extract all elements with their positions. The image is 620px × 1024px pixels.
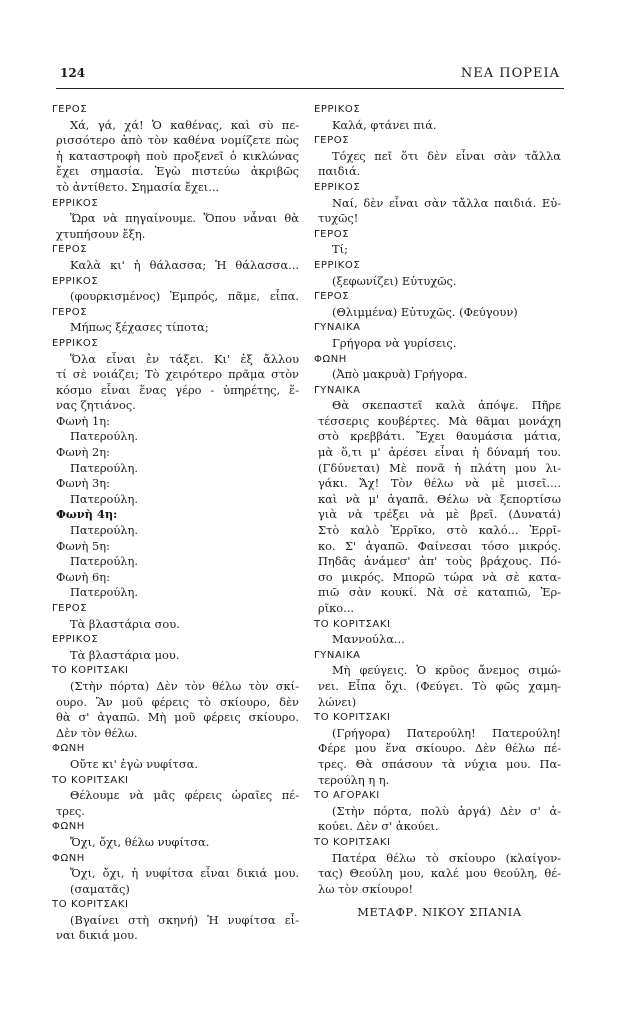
- speaker-name: ΓΕΡΟΣ: [52, 603, 88, 614]
- dialogue-line: Ὅλα εἶναι ἐν τάξει. Κι' ἐξ ἄλλου: [70, 351, 299, 366]
- speaker-name: ΕΡΡΙΚΟΣ: [52, 197, 99, 209]
- dialogue-line: λω τὸν σκίουρο!: [318, 881, 414, 896]
- page-number: 124: [60, 66, 86, 80]
- dialogue-line: (φουρκισμένος) Ἐμπρός, πᾶμε, εἶπα.: [70, 289, 299, 304]
- speaker-name: ΕΡΡΙΚΟΣ: [314, 181, 361, 193]
- dialogue-line: (σαματᾶς): [70, 881, 130, 896]
- dialogue-line: Μὴ φεύγεις. Ὁ κρῦος ἄνεμος σιμώ-: [332, 663, 561, 678]
- speaker-name: ΤΟ ΚΟΡΙΤΣΑΚΙ: [52, 665, 129, 677]
- speaker-name: ΤΟ ΚΟΡΙΤΣΑΚΙ: [314, 836, 391, 848]
- dialogue-line: (Στὴν πόρτα, πολὺ ἀργά) Δὲν σ' ἀ-: [332, 803, 561, 818]
- dialogue-line: (Ἀπὸ μακρυὰ) Γρήγορα.: [332, 367, 468, 382]
- speaker-name: ΦΩΝΗ: [52, 743, 85, 755]
- speaker-name: ΤΟ ΚΟΡΙΤΣΑΚΙ: [52, 899, 129, 911]
- speaker-name: ΤΟ ΚΟΡΙΤΣΑΚΙ: [314, 618, 391, 630]
- speaker-name: ΕΡΡΙΚΟΣ: [314, 259, 361, 271]
- dialogue-line: μὰ ὅ,τι μ' ἀρέσει εἶναι ἡ δύναμή του.: [318, 445, 561, 460]
- speaker-name: ΕΡΡΙΚΟΣ: [52, 634, 99, 646]
- dialogue-line: Πατερούλη.: [70, 554, 138, 569]
- dialogue-line: Πατερούλη.: [70, 429, 138, 444]
- dialogue-line: λώνει): [318, 694, 357, 709]
- dialogue-line: Γρήγορα νὰ γυρίσεις.: [332, 335, 457, 350]
- voice-label: Φωνὴ 5η:: [56, 538, 110, 553]
- speaker-name: ΓΥΝΑΙΚΑ: [314, 649, 361, 661]
- dialogue-line: (Στὴν πόρτα) Δὲν τὸν θέλω τὸν σκί-: [70, 678, 299, 693]
- dialogue-line: Οὔτε κι' ἐγὼ νυφίτσα.: [70, 756, 198, 771]
- dialogue-line: τρες.: [56, 803, 85, 818]
- page-header: [60, 66, 560, 86]
- dialogue-line: Πατέρα θέλω τὸ σκίουρο (κλαίγον-: [332, 850, 561, 865]
- dialogue-line: τυχῶς!: [318, 211, 359, 226]
- speaker-name: ΦΩΝΗ: [52, 852, 85, 864]
- dialogue-line: (Βγαίνει στὴ σκηνή) Ἡ νυφίτσα εἶ-: [70, 912, 299, 927]
- dialogue-line: τρες. Θὰ σπάσουν τὰ νύχια μου. Πα-: [318, 756, 561, 771]
- dialogue-line: σο μικρός. Μπορῶ τώρα νὰ σὲ κατα-: [318, 569, 561, 584]
- speaker-name: ΓΕΡΟΣ: [314, 291, 350, 303]
- speaker-name: ΤΟ ΚΟΡΙΤΣΑΚΙ: [314, 712, 391, 724]
- speaker-name: ΓΕΡΟΣ: [52, 244, 88, 256]
- dialogue-line: (Θλιμμένα) Εὐτυχῶς. (Φεύγουν): [332, 304, 518, 319]
- dialogue-line: ἡ καταστροφὴ ποὺ προξενεῖ ὁ κικλώνας: [56, 148, 299, 163]
- dialogue-line: τί σὲ νοιάζει; Τὸ χειρότερο πρᾶμα στὸν: [56, 367, 299, 382]
- dialogue-line: Πατερούλη.: [70, 585, 138, 600]
- dialogue-line: Ναί, δὲν εἶναι σὰν τἄλλα παιδιά. Εὐ-: [332, 195, 561, 210]
- dialogue-line: στὸ κρεββάτι. Ἔχει θαυμάσια μάτια,: [318, 429, 561, 444]
- speaker-name: ΕΡΡΙΚΟΣ: [314, 104, 361, 115]
- dialogue-line: Στὸ καλὸ Ἐρρῖκο, στὸ καλό... Ἐρρῖ-: [318, 523, 561, 538]
- header-rule: [56, 88, 564, 89]
- dialogue-line: Θὰ σκεπαστεῖ καλὰ ἀπόψε. Πῆρε: [332, 398, 561, 413]
- dialogue-line: Μαννούλα...: [332, 632, 405, 647]
- voice-label: Φωνὴ 2η:: [56, 445, 110, 460]
- dialogue-line: Καλά, φτάνει πιά.: [332, 117, 437, 132]
- dialogue-line: νας ζητιάνος.: [56, 398, 136, 413]
- dialogue-line: Καλὰ κι' ἡ θάλασσα; Ἡ θάλασσα...: [70, 257, 299, 272]
- dialogue-line: τέσσερις κουβέρτες. Μὰ θᾶμαι μονάχη: [318, 413, 561, 428]
- left-column: [52, 102, 299, 944]
- dialogue-line: ρισσότερο ἀπὸ τὸν καθένα νομίζετε πὼς: [56, 133, 299, 148]
- dialogue-line: χτυπήσουν ἔξη.: [56, 226, 146, 241]
- dialogue-line: Τὰ βλαστάρια σου.: [70, 616, 180, 631]
- dialogue-line: (Γρήγορα) Πατερούλη! Πατερούλη!: [332, 725, 561, 740]
- dialogue-line: Χά, γά, χά! Ὁ καθένας, καὶ σὺ πε-: [70, 117, 299, 132]
- dialogue-line: ουρο. Ἂν μοῦ φέρεις τὸ σκίουρο, δὲν: [56, 694, 299, 709]
- dialogue-line: κο. Σ' ἀγαπῶ. Φαίνεσαι τόσο μικρός.: [318, 538, 561, 553]
- dialogue-line: Τὰ βλαστάρια μου.: [70, 647, 180, 662]
- dialogue-line: ρῖκο...: [318, 601, 355, 615]
- dialogue-line: Πηδᾶς ἀνάμεσ' ἀπ' τοὺς βράχους. Πό-: [318, 554, 561, 569]
- speaker-name: ΤΟ ΚΟΡΙΤΣΑΚΙ: [52, 774, 129, 786]
- dialogue-line: Ὥρα νὰ πηγαίνουμε. Ὅπου νἆναι θὰ: [70, 211, 299, 226]
- dialogue-line: Τί;: [332, 242, 348, 257]
- speaker-name: ΕΡΡΙΚΟΣ: [52, 337, 99, 349]
- translator-signature: ΜΕΤΑΦΡ. ΝΙΚΟΥ ΣΠΑΝΙΑ: [357, 905, 522, 920]
- dialogue-line: ναι δικιά μου.: [56, 928, 138, 943]
- dialogue-line: κόσμο εἶναι ἕνας γέρο - ὑπηρέτης, ἕ-: [56, 382, 299, 397]
- dialogue-line: Ὄχι, ὄχι, ἡ νυφίτσα εἶναι δικιά μου.: [70, 866, 299, 881]
- speaker-name: ΓΕΡΟΣ: [52, 306, 88, 318]
- dialogue-line: πιῶ σὰν κουκί. Νὰ σὲ καταπιῶ, Ἐρ-: [318, 585, 561, 600]
- dialogue-line: ἔχει σημασία. Ἐγὼ πιστεύω ἀκριβῶς: [56, 164, 299, 179]
- speaker-name: ΓΕΡΟΣ: [52, 104, 88, 115]
- dialogue-line: Φέρε μου ἕνα σκίουρο. Δὲν θέλω πέ-: [318, 741, 561, 756]
- dialogue-line: Δὲν τὸν θέλω.: [56, 725, 138, 740]
- dialogue-line: καὶ νὰ μ' ἀγαπᾶ. Θέλω νὰ ξεπορτίσω: [318, 491, 561, 506]
- speaker-name: ΓΥΝΑΙΚΑ: [314, 322, 361, 334]
- speaker-name: ΓΕΡΟΣ: [314, 135, 350, 147]
- speaker-name: ΓΥΝΑΙΚΑ: [314, 384, 361, 396]
- dialogue-line: Πατερούλη.: [70, 460, 138, 475]
- dialogue-line: τας) Θεούλη μου, καλέ μου θεούλη, θέ-: [318, 866, 561, 881]
- dialogue-line: θὰ σ' ἀγαπῶ. Μὴ μοῦ φέρεις σκίουρο.: [56, 710, 299, 725]
- dialogue-line: Τόχες πεῖ ὅτι δὲν εἶναι σὰν τἄλλα: [332, 148, 561, 163]
- dialogue-line: Ὄχι, ὄχι, θέλω νυφίτσα.: [70, 834, 210, 849]
- speaker-name: ΤΟ ΑΓΟΡΑΚΙ: [314, 790, 380, 802]
- dialogue-line: (Γδύνεται) Μὲ πονᾶ ἡ πλάτη μου λι-: [318, 460, 561, 475]
- dialogue-line: τερούλη η η.: [318, 772, 390, 787]
- voice-label: Φωνὴ 4η:: [56, 507, 118, 522]
- dialogue-line: νει. Εἶπα ὄχι. (Φεύγει. Τὸ φῶς χαμη-: [318, 678, 561, 693]
- voice-label: Φωνὴ 1η:: [56, 413, 110, 428]
- dialogue-line: γάκι. Ἄχ! Τὸν θέλω νὰ μὲ μισεῖ....: [318, 476, 561, 491]
- running-title: ΝΕΑ ΠΟΡΕΙΑ: [460, 66, 560, 81]
- speaker-name: ΓΕΡΟΣ: [314, 228, 350, 240]
- dialogue-line: Θέλουμε νὰ μᾶς φέρεις ὡραῖες πέ-: [70, 788, 299, 803]
- dialogue-line: κούει. Δὲν σ' ἀκούει.: [318, 819, 439, 834]
- dialogue-line: (ξεφωνίζει) Εὐτυχῶς.: [332, 273, 457, 288]
- speaker-name: ΕΡΡΙΚΟΣ: [52, 275, 99, 287]
- voice-label: Φωνὴ 3η:: [56, 476, 110, 491]
- dialogue-line: γιὰ νὰ τρέξει νὰ μὲ βρεῖ. (Δυνατά): [318, 507, 561, 522]
- dialogue-line: παιδιά.: [318, 164, 361, 179]
- right-column: [314, 102, 561, 921]
- speaker-name: ΦΩΝΗ: [52, 821, 85, 833]
- voice-label: Φωνὴ 6η:: [56, 569, 110, 584]
- dialogue-line: Πατερούλη.: [70, 523, 138, 538]
- dialogue-line: Πατερούλη.: [70, 491, 138, 506]
- speaker-name: ΦΩΝΗ: [314, 353, 347, 365]
- dialogue-line: τὸ ἀντίθετο. Σημασία ἔχει...: [56, 179, 220, 194]
- dialogue-line: Μήπως ξέχασες τίποτα;: [70, 320, 209, 335]
